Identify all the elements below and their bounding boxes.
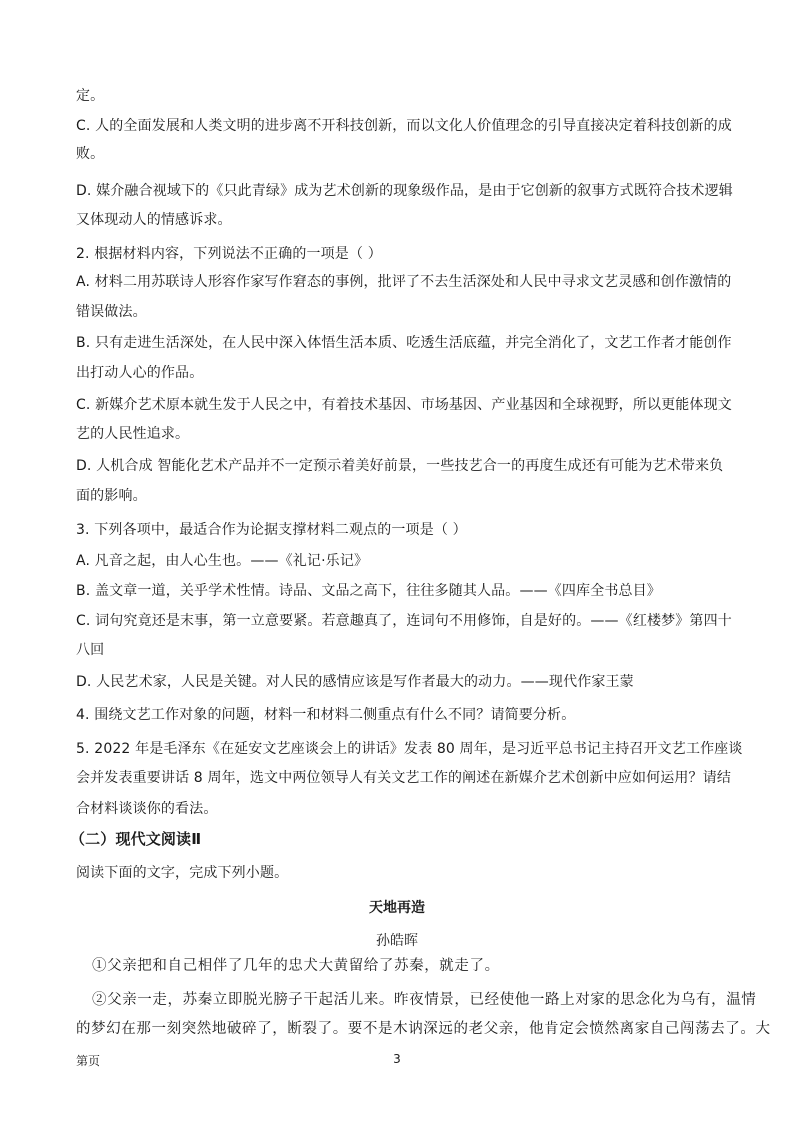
text-line: 又体现动人的情感诉求。: [76, 212, 232, 228]
text-line: C. 人的全面发展和人类文明的进步离不开科技创新，而以文化人价值理念的引导直接决定着科技创新的成: [76, 118, 732, 134]
story-paragraph-2-line-1: ②父亲一走，苏秦立即脱光膀子干起活儿来。昨夜情景，已经使他一路上对家的思念化为乌有，温情: [92, 992, 757, 1008]
story-title: 天地再造: [369, 900, 425, 916]
text-line: 面的影响。: [76, 488, 147, 504]
story-paragraph-1: ①父亲把和自己相伴了几年的忠犬大黄留给了苏秦，就走了。: [92, 958, 500, 974]
text-line: A. 凡音之起，由人心生也。——《礼记·乐记》: [76, 553, 369, 569]
text-line: D. 人民艺术家，人民是关键。对人民的感情应该是写作者最大的动力。——现代作家王蒙: [76, 674, 634, 690]
text-line: 5. 2022 年是毛泽东《在延安文艺座谈会上的讲话》发表 80 周年，是习近平总书记主持召开文艺工作座谈: [76, 741, 743, 757]
text-line: C. 新媒介艺术原本就生发于人民之中，有着技术基因、市场基因、产业基因和全球视野，所以更能体现文: [76, 397, 732, 413]
text-line: 定。: [76, 88, 105, 104]
text-line: 艺的人民性追求。: [76, 426, 190, 442]
story-paragraph-2-line-2: 的梦幻在那一刻突然地破碎了，断裂了。要不是木讷深远的老父亲，他肯定会愤然离家自己闯荡去了。大: [76, 1021, 771, 1037]
text-line: 败。: [76, 146, 105, 162]
reading-instruction: 阅读下面的文字，完成下列小题。: [76, 865, 289, 881]
text-line: 4. 围绕文艺工作对象的问题，材料一和材料二侧重点有什么不同？请简要分析。: [76, 707, 576, 723]
text-line: C. 词句究竟还是末事，第一立意要紧。若意趣真了，连词句不用修饰，自是好的。——《红楼梦》第四十: [76, 613, 732, 629]
text-line: B. 只有走进生活深处，在人民中深入体悟生活本质、吃透生活底蕴，并完全消化了，文艺工作者才能创作: [76, 335, 732, 351]
text-line: 2. 根据材料内容，下列说法不正确的一项是（ ）: [76, 246, 382, 262]
text-line: B. 盖文章一道，关乎学术性情。诗品、文品之高下，往往多随其人品。——《四库全书总目》: [76, 583, 661, 599]
story-author: 孙皓晖: [376, 933, 418, 949]
text-line: 3. 下列各项中，最适合作为论据支撑材料二观点的一项是（ ）: [76, 522, 467, 538]
text-line: 合材料谈谈你的看法。: [76, 801, 218, 817]
footer-page-number: 3: [393, 1052, 401, 1066]
text-line: A. 材料二用苏联诗人形容作家写作窘态的事例，批评了不去生活深处和人民中寻求文艺灵感和创作激情的: [76, 274, 732, 290]
text-line: D. 人机合成 智能化艺术产品并不一定预示着美好前景，一些技艺合一的再度生成还有可能为艺术带来负: [76, 458, 724, 474]
text-line: 八回: [76, 642, 105, 658]
text-line: D. 媒介融合视域下的《只此青绿》成为艺术创新的现象级作品，是由于它创新的叙事方式既符合技术逻辑: [76, 183, 733, 199]
section-heading: （二）现代文阅读Ⅱ: [70, 830, 202, 848]
text-line: 会并发表重要讲话 8 周年，选文中两位领导人有关文艺工作的阐述在新媒介艺术创新中应如何运用？请结: [76, 770, 732, 786]
text-line: 出打动人心的作品。: [76, 365, 204, 381]
text-line: 错误做法。: [76, 304, 147, 320]
footer-page-label: 第页: [76, 1054, 101, 1068]
